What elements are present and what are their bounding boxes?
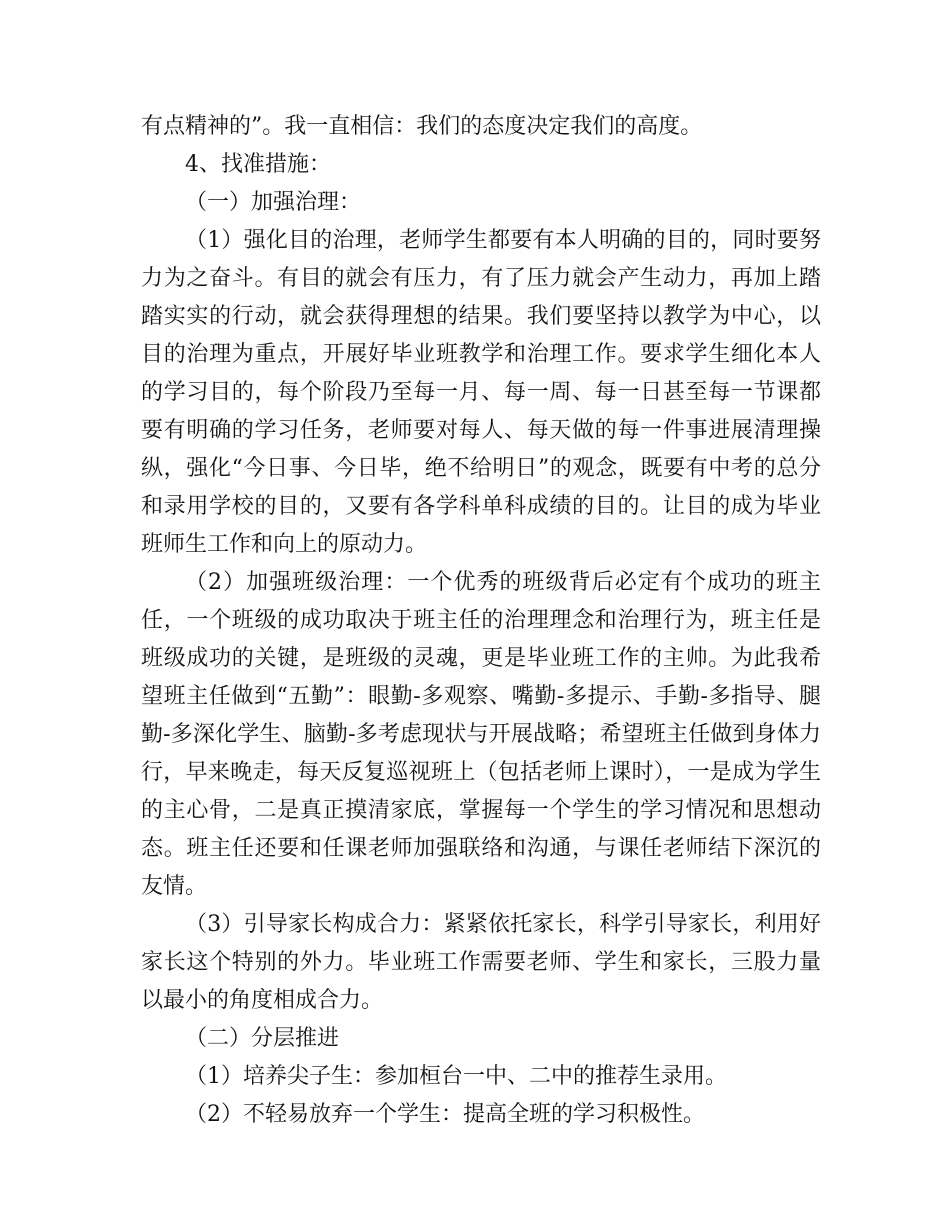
list-item-every-student: （2）不轻易放弃一个学生：提高全班的学习积极性。: [185, 1102, 705, 1127]
paragraph-parent-guidance: （3）引导家长构成合力：紧紧依托家长，科学引导家长，利用好家长这个特别的外力。毕业班工作需要老师、学生和家长，三股力量以最小的角度相成合力。: [141, 912, 821, 1013]
document-page: [141, 108, 821, 1134]
paragraph-class-management: （2）加强班级治理：一个优秀的班级背后必定有个成功的班主任，一个班级的成功取决于班主任的治理理念和治理行为，班主任是班级成功的关键，是班级的灵魂，更是毕业班工作的主帅。为此我希望班主任做到“五勤”：眼勤-多观察、嘴勤-多提示、手勤-多指导、腿勤-多深化学生、脑勤-多考虑现状与开展战略；希望班主任做到身体力行，早来晚走，每天反复巡视班上（包括老师上课时），一是成为学生的主心骨，二是真正摸清家底，掌握每一个学生的学习情况和思想动态。班主任还要和任课老师加强联络和沟通，与课任老师结下深沉的友情。: [141, 570, 821, 899]
paragraph-continuation: 有点精神的”。我一直相信：我们的态度决定我们的高度。: [141, 114, 703, 139]
subsection-heading-management: （一）加强治理：: [185, 190, 362, 215]
section-heading-measures: 4、找准措施：: [185, 152, 331, 177]
subsection-heading-layered: （二）分层推进: [185, 1026, 340, 1051]
paragraph-goal-management: （1）强化目的治理，老师学生都要有本人明确的目的，同时要努力为之奋斗。有目的就会有压力，有了压力就会产生动力，再加上踏踏实实的行动，就会获得理想的结果。我们要坚持以教学为中心，以目的治理为重点，开展好毕业班教学和治理工作。要求学生细化本人的学习目的，每个阶段乃至每一月、每一周、每一日甚至每一节课都要有明确的学习任务，老师要对每人、每天做的每一件事进展清理操纵，强化“今日事、今日毕，绝不给明日”的观念，既要有中考的总分和录用学校的目的，又要有各学科单科成绩的目的。让目的成为毕业班师生工作和向上的原动力。: [141, 228, 821, 557]
list-item-top-students: （1）培养尖子生：参加桓台一中、二中的推荐生录用。: [185, 1064, 727, 1089]
